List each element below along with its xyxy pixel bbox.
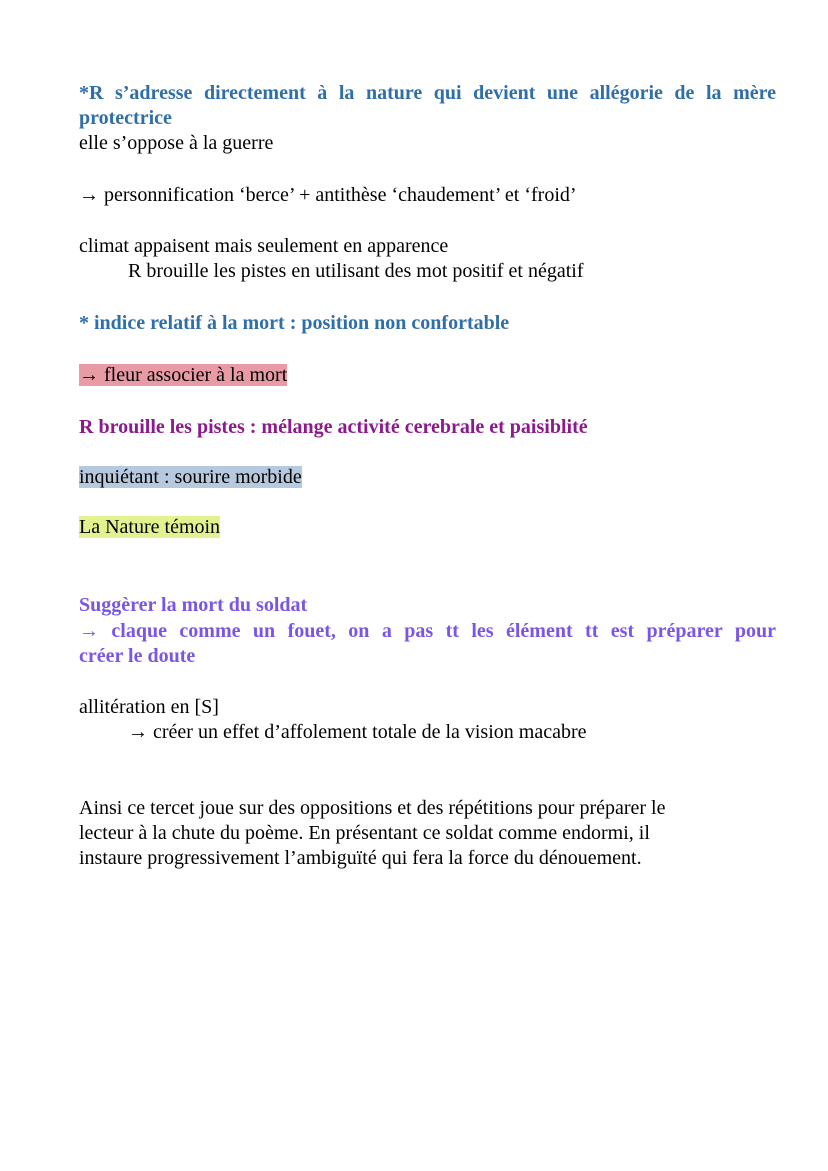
heading-suggerer-line2: → claque comme un fouet, on a pas tt les élément tt est préparer pour — [79, 620, 776, 642]
text-effet-indent: → créer un effet d’affolement totale de la vision macabre — [128, 721, 587, 743]
conclusion-line3: instaure progressivement l’ambiguïté qui fera la force du dénouement. — [79, 847, 642, 869]
text-climat: climat appaisent mais seulement en apparence — [79, 235, 449, 257]
text-brouille-indent: R brouille les pistes en utilisant des mot positif et négatif — [128, 260, 584, 282]
highlight-fleur: → fleur associer à la mort — [79, 364, 288, 386]
conclusion-line1: Ainsi ce tercet joue sur des oppositions et des répétitions pour préparer le — [79, 797, 666, 819]
heading-indice-mort: * indice relatif à la mort : position non confortable — [79, 312, 510, 334]
heading-suggerer-line3: créer le doute — [79, 645, 196, 667]
text-personnification: → personnification ‘berce’ + antithèse ‘chaudement’ et ‘froid’ — [79, 184, 577, 206]
highlight-nature-temoin: La Nature témoin — [79, 516, 221, 538]
highlight-inquietant: inquiétant : sourire morbide — [79, 466, 302, 488]
conclusion-line2: lecteur à la chute du poème. En présentant ce soldat comme endormi, il — [79, 822, 650, 844]
heading-suggerer-line1: Suggèrer la mort du soldat — [79, 594, 308, 616]
text-oppose: elle s’oppose à la guerre — [79, 132, 274, 154]
heading-nature-line2: protectrice — [79, 107, 172, 129]
heading-brouille-pistes: R brouille les pistes : mélange activité cerebrale et paisiblité — [79, 416, 588, 438]
text-alliteration: allitération en [S] — [79, 696, 219, 718]
heading-nature-line1: *R s’adresse directement à la nature qui devient une allégorie de la mère — [79, 82, 776, 104]
